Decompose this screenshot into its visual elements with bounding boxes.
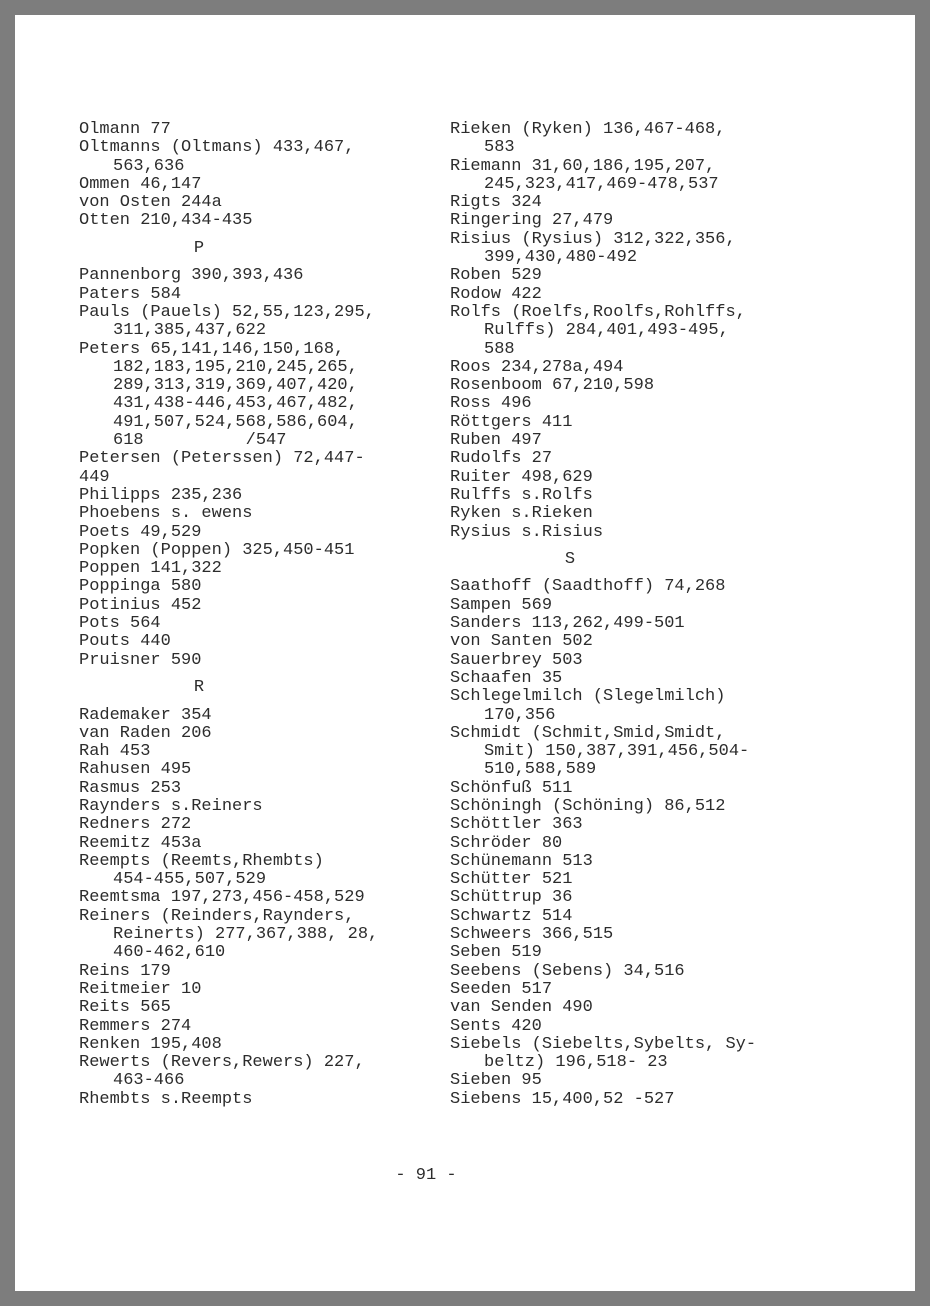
entry-line: Röttgers 411 [450,412,573,432]
page-number: - 91 - [395,1166,457,1185]
index-entry [79,615,439,633]
index-entry [79,1054,439,1091]
entry-line: Rah 453 [79,742,151,762]
index-entry [79,889,439,907]
entry-continuation-line: 618 /547 [113,431,287,451]
entry-line: Oltmanns (Oltmans) 433,467, [79,138,355,158]
index-entry [450,286,870,304]
entry-line: Sampen 569 [450,595,553,615]
index-entry [79,725,439,743]
entry-line: Paters 584 [79,284,182,304]
entry-line: Petersen (Peterssen) 72,447- [79,449,365,469]
index-entry [450,688,870,725]
entry-line: Risius (Rysius) 312,322,356, [450,229,736,249]
entry-line: Schütter 521 [450,870,573,890]
index-entry [450,670,870,688]
index-entry [450,469,870,487]
entry-line: Rasmus 253 [79,778,182,798]
entry-line: Sauerbrey 503 [450,650,583,670]
index-page [15,15,915,1291]
entry-continuation-line: 311,385,437,622 [113,321,267,341]
entry-line: Rysius s.Risius [450,522,604,542]
entry-line: Reits 565 [79,998,171,1018]
entry-line: Poets 49,529 [79,522,202,542]
entry-line: Roos 234,278a,494 [450,357,624,377]
index-entry [450,267,870,285]
index-entry [450,780,870,798]
index-entry [450,304,870,359]
index-entry [79,542,439,560]
index-entry [79,707,439,725]
index-entry [79,597,439,615]
index-entry [450,725,870,780]
entry-line: Sanders 113,262,499-501 [450,614,685,634]
entry-line: Pouts 440 [79,632,171,652]
entry-line: Popken (Poppen) 325,450-451 [79,540,355,560]
index-entry [450,487,870,505]
index-entry [450,853,870,871]
entry-line: Peters 65,141,146,150,168, [79,339,345,359]
index-entry [450,450,870,468]
index-entry [79,139,439,176]
index-entry [450,377,870,395]
entry-continuation-line: 245,323,417,469-478,537 [484,174,719,194]
index-entry [450,835,870,853]
entry-line: Rolfs (Roelfs,Roolfs,Rohlffs, [450,302,746,322]
entry-line: Raynders s.Reiners [79,796,263,816]
section-letter: S [564,549,576,569]
entry-line: Seeden 517 [450,979,553,999]
entry-continuation-line: 463-466 [113,1071,185,1091]
entry-continuation-line: 491,507,524,568,586,604, [113,412,358,432]
section-letter: P [193,238,205,258]
entry-line: Schaafen 35 [450,668,563,688]
entry-line: Pruisner 590 [79,650,202,670]
entry-continuation-line: Rulffs) 284,401,493-495, [484,321,729,341]
index-entry [79,780,439,798]
entry-continuation-line: 510,588,589 [484,760,597,780]
index-entry [450,1072,870,1090]
index-entry [450,926,870,944]
index-entry [450,889,870,907]
entry-line: Rosenboom 67,210,598 [450,376,655,396]
entry-line: Remmers 274 [79,1016,192,1036]
index-entry [79,121,439,139]
entry-line: Ross 496 [450,394,532,414]
entry-line: Ringering 27,479 [450,211,614,231]
entry-line: Schünemann 513 [450,851,593,871]
index-entry [79,304,439,341]
entry-line: van Raden 206 [79,723,212,743]
index-entry [79,835,439,853]
index-entry [79,1036,439,1054]
entry-line: Rulffs s.Rolfs [450,485,593,505]
index-entry [79,798,439,816]
index-entry [79,761,439,779]
index-entry [450,505,870,523]
index-entry [79,1018,439,1036]
index-entry [450,615,870,633]
index-entry [79,1091,439,1109]
entry-line: Sents 420 [450,1016,542,1036]
index-entry [450,999,870,1017]
entry-line: Redners 272 [79,815,192,835]
index-entry [79,524,439,542]
index-entry [450,908,870,926]
index-entry [450,816,870,834]
entry-line: Schröder 80 [450,833,563,853]
entry-line: Rigts 324 [450,193,542,213]
index-entry [450,652,870,670]
section-letter: R [193,677,205,697]
index-entry [450,1018,870,1036]
entry-line: Rieken (Ryken) 136,467-468, [450,120,726,139]
entry-continuation-line: beltz) 196,518- 23 [484,1053,668,1073]
index-entry [450,414,870,432]
index-entry [79,267,439,285]
index-entry [79,853,439,890]
entry-line: Riemann 31,60,186,195,207, [450,156,716,176]
index-entry [450,963,870,981]
index-entry [79,560,439,578]
index-entry [450,871,870,889]
entry-line: Otten 210,434-435 [79,211,253,231]
index-entry [79,487,439,505]
index-entry [450,981,870,999]
index-entry [450,578,870,596]
entry-line: Schlegelmilch (Slegelmilch) [450,687,726,707]
index-entry [79,450,439,487]
entry-line: Schönfuß 511 [450,778,573,798]
index-entry [450,194,870,212]
entry-continuation-line: Reinerts) 277,367,388, 28, [113,925,379,945]
index-entry [79,981,439,999]
index-entry [450,121,870,158]
entry-line: Rhembts s.Reempts [79,1089,253,1109]
entry-line: Ryken s.Rieken [450,504,593,524]
entry-line: Rudolfs 27 [450,449,553,469]
entry-line: Pots 564 [79,614,161,634]
entry-line: Reiners (Reinders,Raynders, [79,906,355,926]
index-entry [79,194,439,212]
entry-continuation-line: 449 [79,467,110,487]
entry-line: Sieben 95 [450,1071,542,1091]
right-index-column [450,121,870,1109]
entry-line: Schmidt (Schmit,Smid,Smidt, [450,723,726,743]
index-entry [79,505,439,523]
index-entry [79,633,439,651]
index-entry [79,999,439,1017]
entry-continuation-line: 454-455,507,529 [113,870,267,890]
entry-line: Reins 179 [79,961,171,981]
entry-continuation-line: Smit) 150,387,391,456,504- [484,742,750,762]
index-entry [79,286,439,304]
entry-line: Poppinga 580 [79,577,202,597]
entry-continuation-line: 170,356 [484,705,556,725]
index-entry [450,524,870,542]
entry-line: van Senden 490 [450,998,593,1018]
entry-line: von Osten 244a [79,193,222,213]
index-entry [79,652,439,670]
entry-line: Renken 195,408 [79,1034,222,1054]
entry-continuation-line: 289,313,319,369,407,420, [113,376,358,396]
entry-line: Pauls (Pauels) 52,55,123,295, [79,302,375,322]
index-entry [450,944,870,962]
entry-line: Reemitz 453a [79,833,202,853]
entry-line: Schüttrup 36 [450,888,573,908]
entry-continuation-line: 431,438-446,453,467,482, [113,394,358,414]
entry-continuation-line: 460-462,610 [113,943,226,963]
entry-line: Ruiter 498,629 [450,467,593,487]
entry-line: Schöttler 363 [450,815,583,835]
index-entry [450,231,870,268]
index-entry [450,1036,870,1073]
entry-line: Rademaker 354 [79,705,212,725]
left-index-column [79,121,439,1109]
entry-line: Reemtsma 197,273,456-458,529 [79,888,365,908]
entry-continuation-line: 583 [484,138,515,158]
entry-line: Seben 519 [450,943,542,963]
index-entry [79,816,439,834]
index-entry [79,743,439,761]
index-entry [79,963,439,981]
index-entry [450,158,870,195]
index-entry [450,395,870,413]
entry-continuation-line: 399,430,480-492 [484,248,638,268]
index-entry [450,633,870,651]
entry-continuation-line: 588 [484,339,515,359]
entry-line: Schweers 366,515 [450,925,614,945]
entry-continuation-line: 182,183,195,210,245,265, [113,357,358,377]
entry-line: Schöningh (Schöning) 86,512 [450,796,726,816]
entry-line: Rewerts (Revers,Rewers) 227, [79,1053,365,1073]
index-entry [450,597,870,615]
index-entry [79,341,439,451]
entry-line: Pannenborg 390,393,436 [79,266,304,286]
index-entry [450,798,870,816]
index-entry [79,578,439,596]
entry-line: Rodow 422 [450,284,542,304]
entry-line: Siebels (Siebelts,Sybelts, Sy- [450,1034,757,1054]
entry-line: Olmann 77 [79,120,171,139]
entry-line: Poppen 141,322 [79,559,222,579]
index-entry [79,908,439,963]
entry-line: Rahusen 495 [79,760,192,780]
index-entry [450,1091,870,1109]
entry-line: Seebens (Sebens) 34,516 [450,961,685,981]
index-entry [79,212,439,230]
index-entry [450,359,870,377]
entry-line: Reitmeier 10 [79,979,202,999]
entry-line: Potinius 452 [79,595,202,615]
entry-line: Reempts (Reemts,Rhembts) [79,851,324,871]
index-entry [450,212,870,230]
index-entry [450,432,870,450]
entry-line: Saathoff (Saadthoff) 74,268 [450,577,726,597]
entry-continuation-line: 563,636 [113,156,185,176]
index-entry [79,176,439,194]
entry-line: Philipps 235,236 [79,485,243,505]
entry-line: von Santen 502 [450,632,593,652]
entry-line: Ommen 46,147 [79,174,202,194]
entry-line: Schwartz 514 [450,906,573,926]
entry-line: Ruben 497 [450,431,542,451]
entry-line: Roben 529 [450,266,542,286]
entry-line: Siebens 15,400,52 -527 [450,1089,675,1109]
entry-line: Phoebens s. ewens [79,504,253,524]
